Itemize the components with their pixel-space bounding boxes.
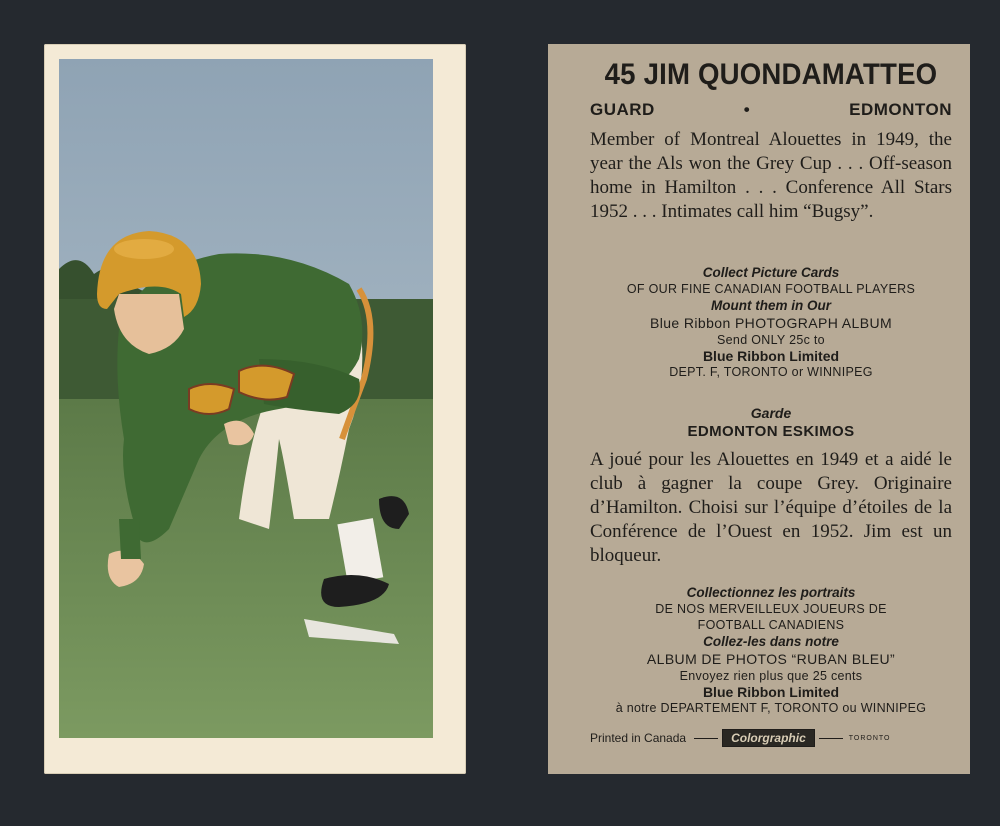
colorgraphic-logo: Colorgraphic [722, 729, 815, 747]
footer-rule-right [819, 738, 843, 739]
promo-en-line7: DEPT. F, TORONTO or WINNIPEG [669, 365, 873, 379]
promo-fr-line8: à notre DEPARTEMENT F, TORONTO ou WINNIPEG [615, 701, 927, 715]
player-position: GUARD [590, 100, 655, 119]
footer-rule-left [694, 738, 718, 739]
promo-fr-line6: Envoyez rien plus que 25 cents [679, 669, 863, 683]
player-title: 45 JIM QUONDAMATTEO [604, 58, 938, 91]
promo-fr-line5: ALBUM DE PHOTOS “RUBAN BLEU” [646, 651, 896, 667]
promo-french [590, 584, 952, 716]
promo-en-line2: OF OUR FINE CANADIAN FOOTBALL PLAYERS [626, 282, 916, 296]
team-block-french [590, 404, 952, 441]
card-footer [590, 728, 952, 748]
printed-in: Printed in Canada [590, 731, 687, 745]
promo-en-line1: Collect Picture Cards [702, 265, 840, 280]
card-back-content [590, 44, 952, 774]
player-illustration [59, 59, 433, 738]
bio-english: Member of Montreal Alouettes in 1949, the year the Als won the Grey Cup . . . Off-season home in Hamilton . . . Conference All Stars 1952 . . . Intimates call him “Bugsy”. [590, 129, 952, 222]
printer-city: TORONTO [848, 734, 891, 742]
promo-en-line4: Blue Ribbon PHOTOGRAPH ALBUM [649, 315, 893, 331]
separator: • [743, 100, 751, 119]
promo-en-line6: Blue Ribbon Limited [702, 348, 840, 364]
team-french: EDMONTON ESKIMOS [687, 423, 855, 440]
position-french: Garde [750, 405, 792, 421]
promo-fr-line4: Collez-les dans notre [703, 634, 839, 649]
bio-french: A joué pour les Alouettes en 1949 et a aidé le club à gagner la coupe Grey. Originaire d’Hamilton. Choisi sur l’équipe d’étoiles de la Conférence de l’Ouest en 1952. Jim est un bloqueur. [590, 449, 952, 566]
jersey-number-patch [189, 384, 234, 414]
promo-english [590, 264, 952, 380]
promo-en-line3: Mount them in Our [711, 298, 831, 313]
position-team-row [590, 100, 952, 120]
card-back [548, 44, 970, 774]
promo-en-line5: Send ONLY 25c to [717, 333, 825, 347]
player-team: EDMONTON [849, 100, 952, 119]
promo-fr-line1: Collectionnez les portraits [686, 585, 856, 600]
promo-fr-line3: FOOTBALL CANADIENS [697, 618, 845, 632]
promo-fr-line7: Blue Ribbon Limited [702, 684, 840, 700]
card-front [44, 44, 466, 774]
player-photo [59, 59, 433, 738]
promo-fr-line2: DE NOS MERVEILLEUX JOUEURS DE [655, 602, 887, 616]
